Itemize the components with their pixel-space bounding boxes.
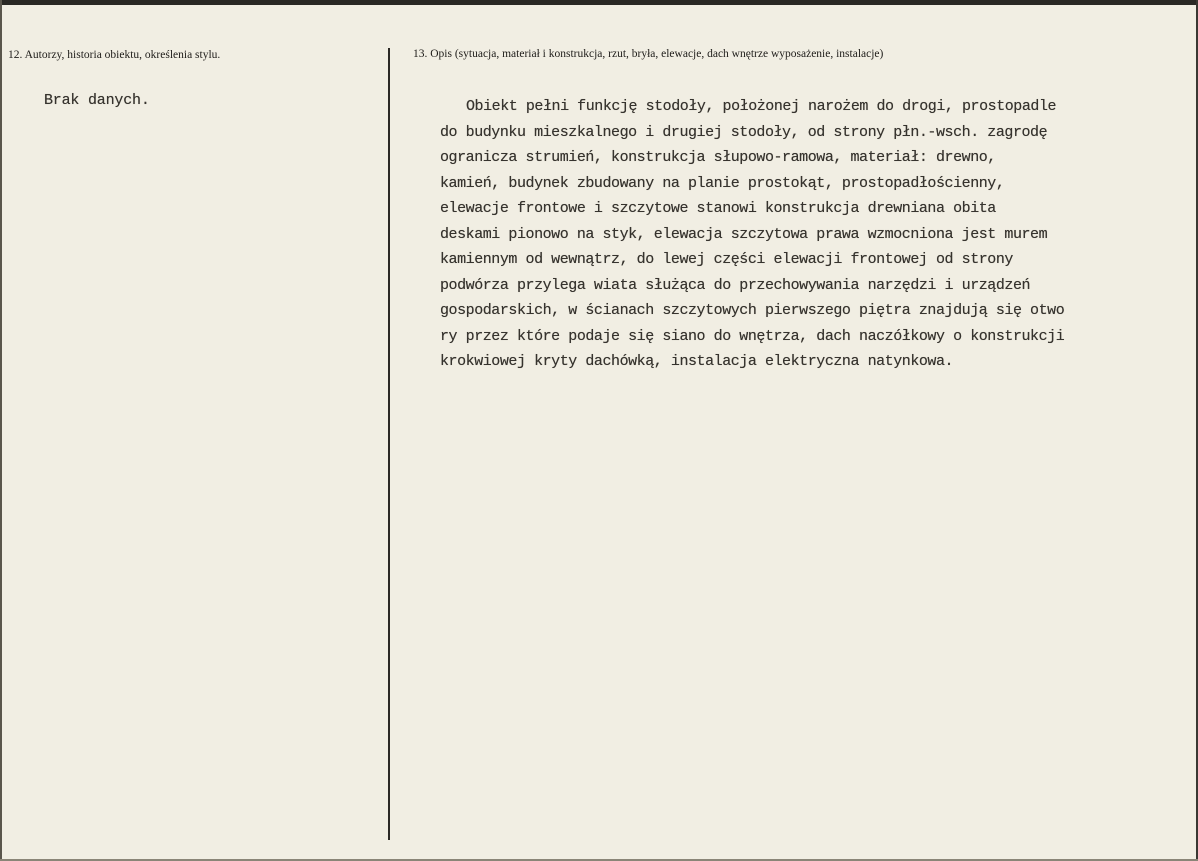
description-line: ogranicza strumień, konstrukcja słupowo-ramowa, materiał: drewno, bbox=[440, 149, 996, 166]
description-line: kamień, budynek zbudowany na planie prostokąt, prostopadłościenny, bbox=[440, 174, 1005, 192]
field-12-label: 12. Autorzy, historia obiektu, określenia stylu. bbox=[8, 49, 221, 61]
field-13-label: 13. Opis (sytuacja, materiał i konstrukcja, rzut, bryła, elewacje, dach wnętrze wyposażenie, instalacje) bbox=[413, 48, 884, 60]
column-divider bbox=[388, 48, 390, 840]
description-line: deskami pionowo na styk, elewacja szczytowa prawa wzmocniona jest murem bbox=[440, 225, 1048, 243]
description-line: Obiekt pełni funkcję stodoły, położonej narożem do drogi, prostopadle bbox=[466, 98, 1057, 115]
description-line: podwórza przylega wiata służąca do przechowywania narzędzi i urządzeń bbox=[440, 276, 1031, 294]
description-line: kamiennym od wewnątrz, do lewej części elewacji frontowej od strony bbox=[440, 251, 1013, 268]
description-line: do budynku mieszkalnego i drugiej stodoły, od strony płn.-wsch. zagrodę bbox=[440, 123, 1048, 141]
description-line: gospodarskich, w ścianach szczytowych pierwszego piętra znajdują się otwo bbox=[440, 302, 1065, 319]
scan-border-top bbox=[0, 0, 1198, 5]
description-line: elewacje frontowe i szczytowe stanowi konstrukcja drewniana obita bbox=[440, 200, 996, 217]
field-13-description bbox=[440, 94, 1198, 375]
scan-border-left bbox=[0, 0, 2, 861]
description-line: krokwiowej kryty dachówką, instalacja elektryczna natynkowa. bbox=[440, 353, 954, 370]
description-line: ry przez które podaje się siano do wnętrza, dach naczółkowy o konstrukcji bbox=[440, 327, 1065, 345]
field-12-value: Brak danych. bbox=[44, 92, 150, 109]
